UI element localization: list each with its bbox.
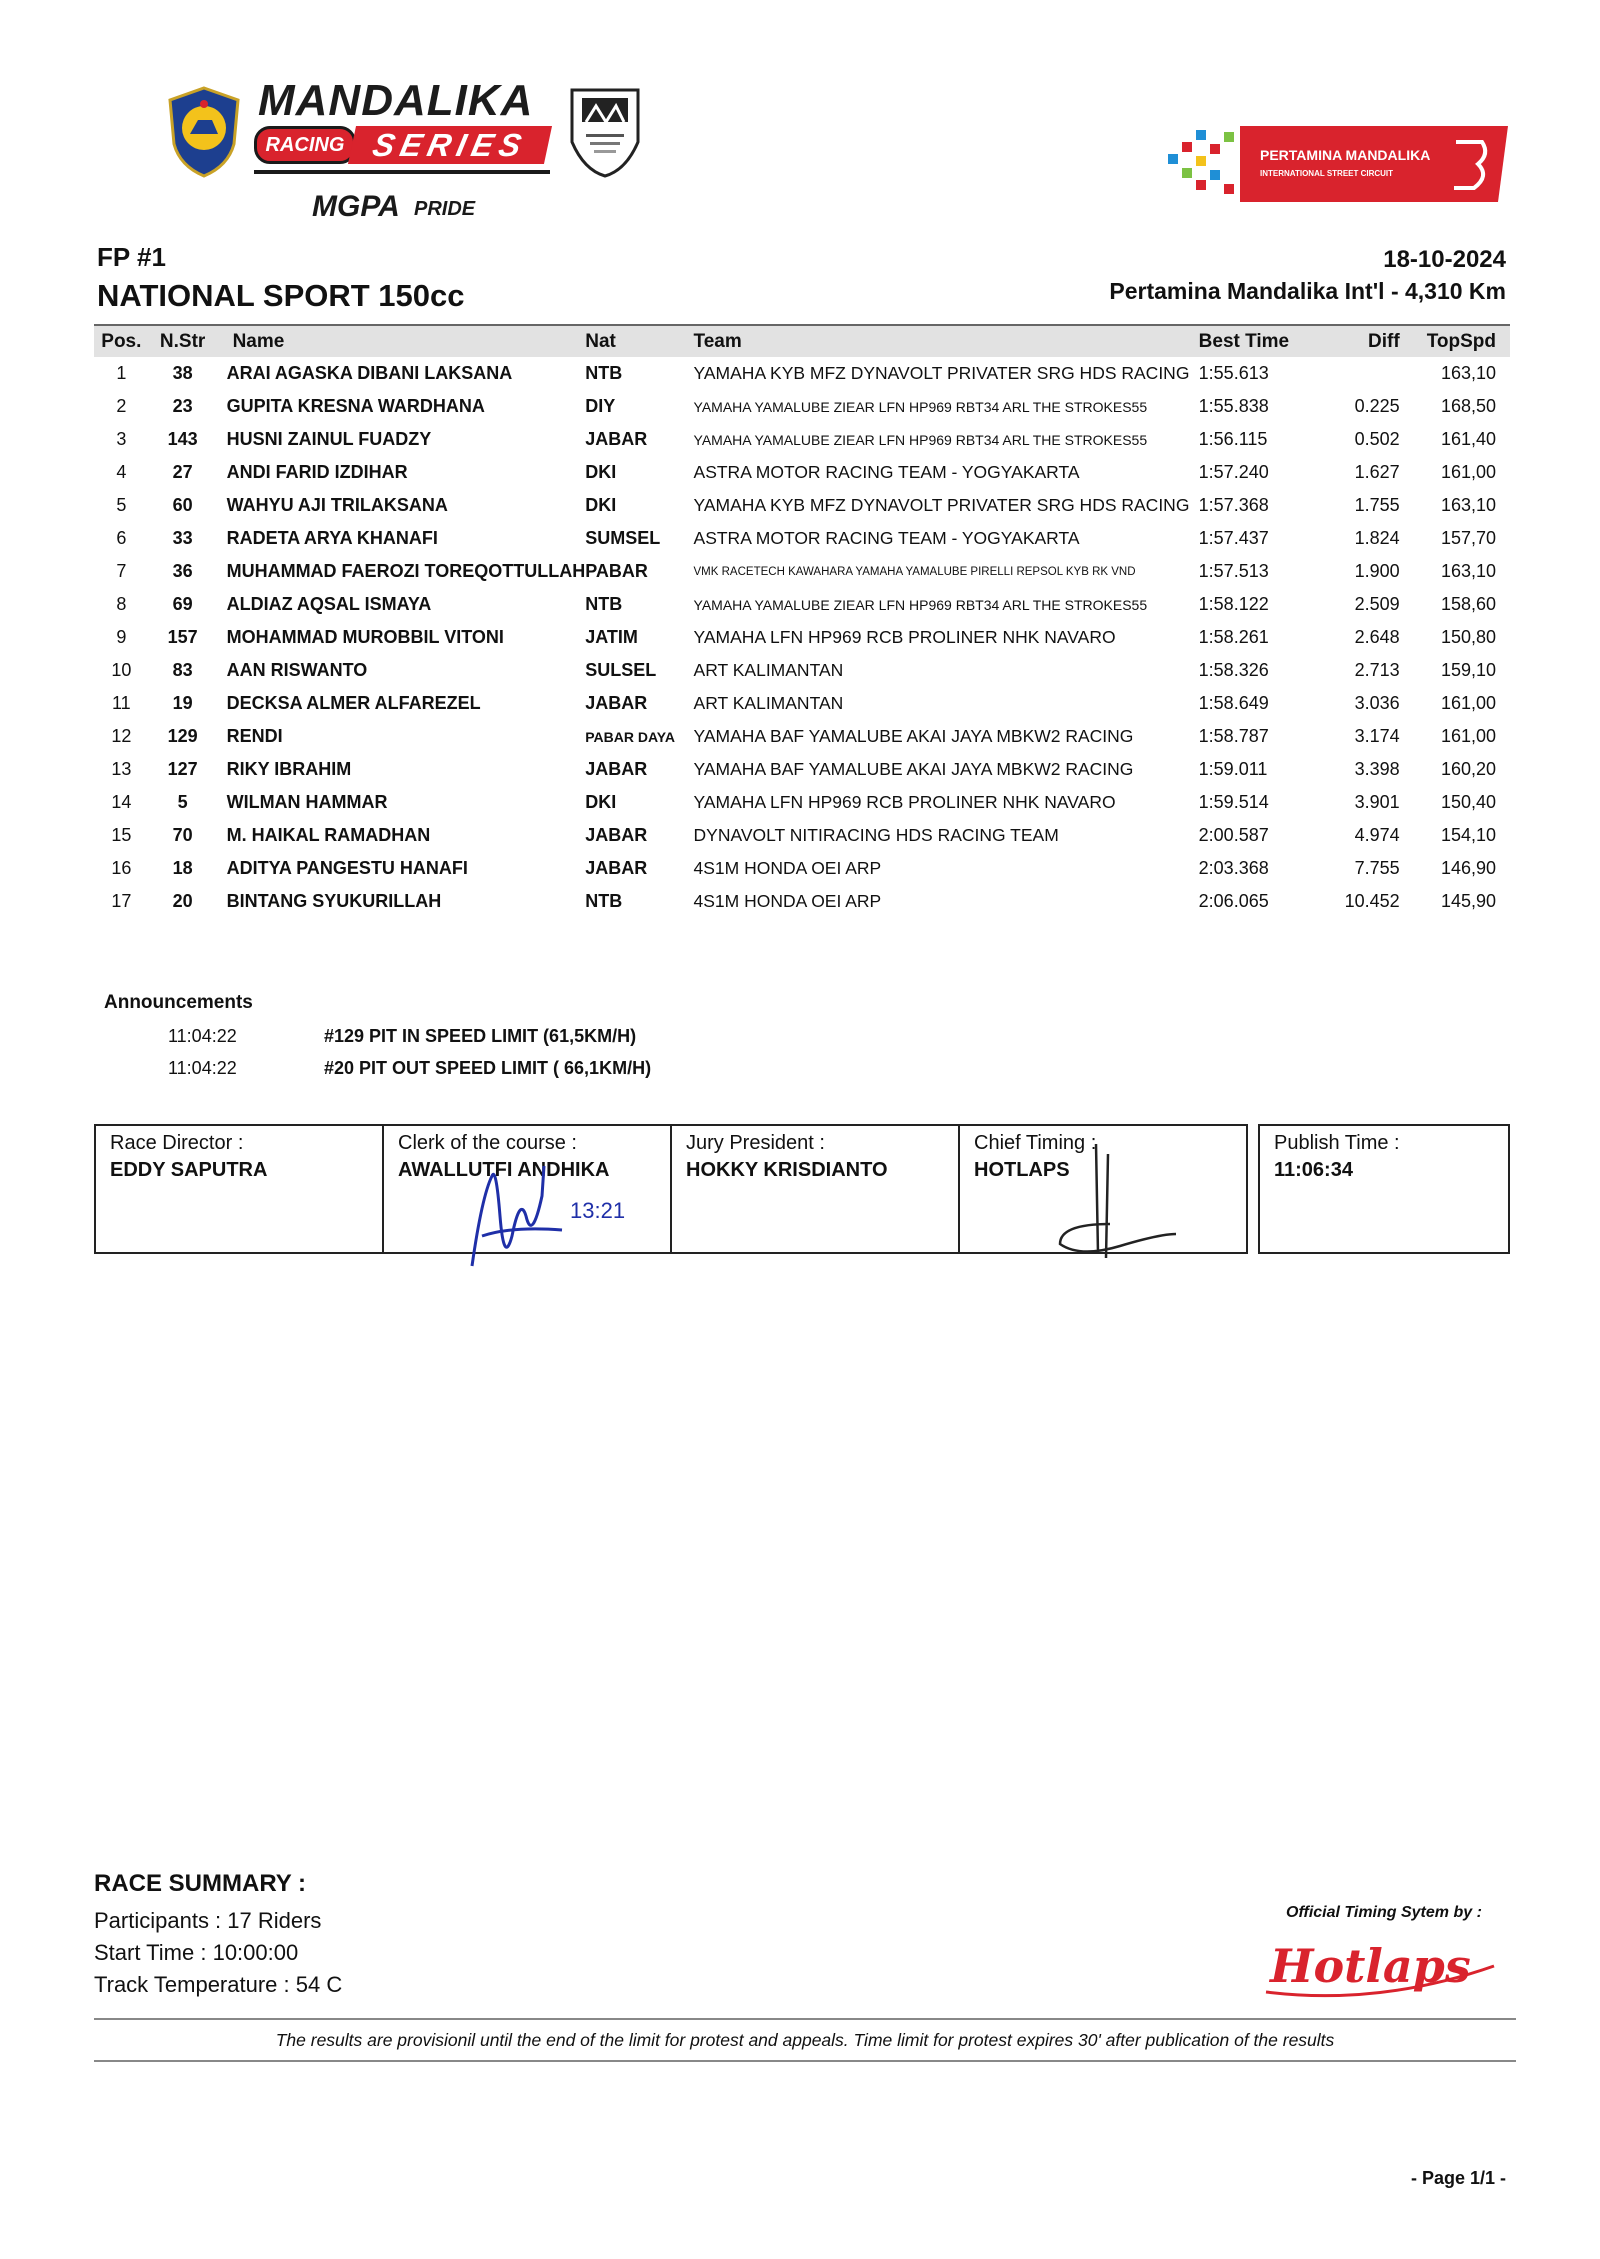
rider-name-cell: BINTANG SYUKURILLAH: [226, 891, 442, 911]
hotlaps-logo-text: Hotlaps: [1270, 1939, 1471, 1993]
race-director-name: EDDY SAPUTRA: [110, 1159, 268, 1181]
jury-box: [670, 1124, 960, 1254]
team-cell: 4S1M HONDA OEI ARP: [693, 858, 882, 878]
start-number-cell: 19: [172, 693, 193, 713]
pos-cell: 16: [111, 858, 132, 878]
chief-timing-signature-icon: [1040, 1134, 1190, 1264]
top-speed-cell: 150,40: [1440, 792, 1496, 812]
top-speed-cell: 161,00: [1440, 693, 1496, 713]
top-speed-cell: 168,50: [1440, 396, 1496, 416]
circuit-name: Pertamina Mandalika Int'l - 4,310 Km: [1109, 278, 1506, 304]
nationality-cell: JABAR: [585, 759, 648, 779]
start-number-cell: 20: [172, 891, 193, 911]
team-cell: ASTRA MOTOR RACING TEAM - YOGYAKARTA: [693, 462, 1080, 482]
col-header-name: Name: [217, 325, 586, 357]
disclaimer-bottom-rule: [94, 2060, 1516, 2062]
team-cell: YAMAHA BAF YAMALUBE AKAI JAYA MBKW2 RACING: [693, 726, 1134, 746]
publish-time-label: Publish Time :: [1274, 1132, 1400, 1154]
start-number-cell: 143: [167, 429, 198, 449]
pos-cell: 11: [111, 693, 131, 713]
pos-cell: 12: [111, 726, 132, 746]
diff-cell: 1.824: [1354, 528, 1400, 548]
mandalika-logo-title: MANDALIKA: [258, 76, 534, 125]
rider-name-cell: GUPITA KRESNA WARDHANA: [226, 396, 485, 416]
top-speed-cell: 163,10: [1440, 495, 1496, 515]
hotlaps-logo: [1260, 1926, 1500, 2006]
nationality-cell: PABAR DAYA: [585, 728, 675, 745]
diff-cell: 4.974: [1354, 825, 1400, 845]
start-number-cell: 18: [172, 858, 193, 878]
diff-cell: 10.452: [1344, 891, 1400, 911]
pos-cell: 15: [111, 825, 132, 845]
nationality-cell: JABAR: [585, 693, 648, 713]
top-speed-cell: 161,00: [1440, 462, 1496, 482]
best-time-cell: 1:59.514: [1198, 792, 1269, 812]
col-header-diff: Diff: [1314, 325, 1407, 357]
start-number-cell: 60: [172, 495, 193, 515]
pos-cell: 3: [116, 429, 127, 449]
top-speed-cell: 159,10: [1440, 660, 1496, 680]
mgpa-logo: MGPA: [312, 190, 400, 223]
nationality-cell: DIY: [585, 396, 616, 416]
participants-count: Participants : 17 Riders: [94, 1908, 322, 1933]
top-speed-cell: 163,10: [1440, 561, 1496, 581]
jury-label: Jury President :: [686, 1132, 825, 1154]
start-number-cell: 129: [167, 726, 198, 746]
announcement-time: 11:04:22: [168, 1026, 237, 1046]
announcement-text: #20 PIT OUT SPEED LIMIT ( 66,1KM/H): [324, 1058, 652, 1078]
diff-cell: 7.755: [1354, 858, 1400, 878]
best-time-cell: 1:58.649: [1198, 693, 1269, 713]
team-cell: YAMAHA YAMALUBE ZIEAR LFN HP969 RBT34 ARL THE STROKES55: [693, 431, 1148, 448]
start-number-cell: 36: [172, 561, 193, 581]
team-cell: DYNAVOLT NITIRACING HDS RACING TEAM: [693, 825, 1059, 845]
table-row: [94, 852, 1510, 885]
rider-name-cell: ADITYA PANGESTU HANAFI: [226, 858, 468, 878]
diff-cell: 3.174: [1354, 726, 1400, 746]
best-time-cell: 1:57.437: [1198, 528, 1269, 548]
rider-name-cell: WAHYU AJI TRILAKSANA: [226, 495, 448, 515]
table-row: [94, 456, 1510, 489]
team-cell: YAMAHA KYB MFZ DYNAVOLT PRIVATER SRG HDS RACING: [693, 363, 1190, 383]
pos-cell: 8: [116, 594, 127, 614]
clerk-label: Clerk of the course :: [398, 1132, 577, 1154]
top-speed-cell: 150,80: [1440, 627, 1496, 647]
top-speed-cell: 146,90: [1440, 858, 1496, 878]
rider-name-cell: AAN RISWANTO: [226, 660, 368, 680]
chief-timing-name: HOTLAPS: [974, 1159, 1070, 1181]
team-cell: YAMAHA BAF YAMALUBE AKAI JAYA MBKW2 RACING: [693, 759, 1134, 779]
pos-cell: 2: [116, 396, 127, 416]
nationality-cell: JATIM: [585, 627, 638, 647]
best-time-cell: 1:58.326: [1198, 660, 1269, 680]
circuit-logo-line2: INTERNATIONAL STREET CIRCUIT: [1260, 169, 1394, 178]
pos-cell: 10: [111, 660, 132, 680]
best-time-cell: 2:00.587: [1198, 825, 1269, 845]
table-row: [94, 357, 1510, 390]
diff-cell: 0.502: [1354, 429, 1400, 449]
event-date: 18-10-2024: [1383, 246, 1506, 273]
start-number-cell: 70: [172, 825, 193, 845]
best-time-cell: 2:03.368: [1198, 858, 1269, 878]
signature-note: 13:21: [570, 1198, 626, 1223]
race-summary-title: RACE SUMMARY :: [94, 1870, 307, 1897]
table-row: [94, 753, 1510, 786]
race-director-label: Race Director :: [110, 1132, 244, 1154]
results-table: [94, 324, 1510, 918]
table-row: [94, 522, 1510, 555]
table-row: [94, 621, 1510, 654]
team-cell: ASTRA MOTOR RACING TEAM - YOGYAKARTA: [693, 528, 1080, 548]
col-header-best-time: Best Time: [1199, 325, 1315, 357]
publish-time-box: [1258, 1124, 1510, 1254]
start-number-cell: 127: [167, 759, 198, 779]
ims-crest-logo-icon: [566, 86, 644, 178]
officials-panel: [94, 1124, 1510, 1258]
nationality-cell: NTB: [585, 363, 623, 383]
pos-cell: 5: [116, 495, 127, 515]
nationality-cell: JABAR: [585, 429, 648, 449]
diff-cell: 1.627: [1354, 462, 1400, 482]
best-time-cell: 1:57.240: [1198, 462, 1269, 482]
table-row: [94, 687, 1510, 720]
rider-name-cell: MUHAMMAD FAEROZI TOREQOTTULLAH: [226, 561, 586, 581]
diff-cell: 0.225: [1354, 396, 1400, 416]
team-cell: YAMAHA KYB MFZ DYNAVOLT PRIVATER SRG HDS RACING: [693, 495, 1190, 515]
diff-cell: 2.648: [1354, 627, 1400, 647]
diff-cell: 1.900: [1354, 561, 1400, 581]
session-title: FP #1: [97, 242, 166, 272]
rider-name-cell: RENDI: [226, 726, 283, 746]
rider-name-cell: DECKSA ALMER ALFAREZEL: [226, 693, 481, 713]
disclaimer-text: The results are provisionil until the end of the limit for protest and appeals. Time limit for protest expires 30' after publication of the results: [275, 2030, 1335, 2050]
start-time: Start Time : 10:00:00: [94, 1940, 299, 1965]
best-time-cell: 1:58.261: [1198, 627, 1269, 647]
clerk-signature-icon: [452, 1156, 652, 1276]
team-cell: ART KALIMANTAN: [693, 660, 844, 680]
start-number-cell: 38: [172, 363, 193, 383]
table-row: [94, 654, 1510, 687]
race-director-box: [94, 1124, 384, 1254]
start-number-cell: 69: [172, 594, 193, 614]
table-row: [94, 819, 1510, 852]
timing-system-label: Official Timing Sytem by :: [1286, 1904, 1482, 1921]
pos-cell: 6: [116, 528, 127, 548]
rider-name-cell: ANDI FARID IZDIHAR: [226, 462, 408, 482]
team-cell: ART KALIMANTAN: [693, 693, 844, 713]
pride-logo: PRIDE: [414, 198, 476, 220]
rider-name-cell: M. HAIKAL RAMADHAN: [226, 825, 431, 845]
best-time-cell: 1:58.787: [1198, 726, 1269, 746]
announcement-text: #129 PIT IN SPEED LIMIT (61,5KM/H): [324, 1026, 637, 1046]
nationality-cell: DKI: [585, 792, 617, 812]
table-row: [94, 786, 1510, 819]
top-speed-cell: 163,10: [1440, 363, 1496, 383]
disclaimer-top-rule: [94, 2018, 1516, 2020]
team-cell: YAMAHA YAMALUBE ZIEAR LFN HP969 RBT34 ARL THE STROKES55: [693, 398, 1148, 415]
rider-name-cell: ARAI AGASKA DIBANI LAKSANA: [226, 363, 513, 383]
rider-name-cell: ALDIAZ AQSAL ISMAYA: [226, 594, 432, 614]
nationality-cell: SULSEL: [585, 660, 657, 680]
rider-name-cell: HUSNI ZAINUL FUADZY: [226, 429, 432, 449]
col-header-team: Team: [694, 325, 1199, 357]
racing-logo-pill: RACING: [254, 126, 356, 164]
start-number-cell: 83: [172, 660, 193, 680]
page-number: - Page 1/1 -: [1410, 2168, 1506, 2188]
series-logo-bar: SERIES: [348, 126, 552, 164]
announcements-title: Announcements: [104, 992, 253, 1013]
nationality-cell: JABAR: [585, 858, 648, 878]
team-cell: 4S1M HONDA OEI ARP: [693, 891, 882, 911]
nationality-cell: JABAR: [585, 825, 648, 845]
diff-cell: 3.036: [1354, 693, 1400, 713]
imi-shield-logo-icon: [168, 86, 240, 178]
table-row: [94, 588, 1510, 621]
team-cell: YAMAHA YAMALUBE ZIEAR LFN HP969 RBT34 ARL THE STROKES55: [693, 596, 1148, 613]
announcement-time: 11:04:22: [168, 1058, 237, 1078]
pos-cell: 1: [116, 363, 127, 383]
table-header-row: [94, 325, 1510, 357]
best-time-cell: 1:57.513: [1198, 561, 1269, 581]
table-row: [94, 720, 1510, 753]
top-speed-cell: 161,40: [1440, 429, 1496, 449]
best-time-cell: 1:56.115: [1198, 429, 1268, 449]
pertamina-mandalika-circuit-logo: [1168, 124, 1508, 204]
track-temperature: Track Temperature : 54 C: [94, 1972, 343, 1997]
rider-name-cell: MOHAMMAD MUROBBIL VITONI: [226, 627, 504, 647]
diff-cell: 3.398: [1354, 759, 1400, 779]
nationality-cell: NTB: [585, 594, 623, 614]
diff-cell: [1314, 357, 1407, 390]
best-time-cell: 2:06.065: [1198, 891, 1269, 911]
diff-cell: 1.755: [1354, 495, 1400, 515]
col-header-nat: Nat: [585, 325, 693, 357]
rider-name-cell: RIKY IBRAHIM: [226, 759, 352, 779]
chief-timing-label: Chief Timing :: [974, 1132, 1097, 1154]
logo-underline: [254, 170, 550, 174]
results-body: [94, 357, 1510, 918]
circuit-logo-line1: PERTAMINA MANDALIKA: [1260, 147, 1431, 163]
table-row: [94, 390, 1510, 423]
start-number-cell: 27: [172, 462, 193, 482]
best-time-cell: 1:57.368: [1198, 495, 1269, 515]
pos-cell: 4: [116, 462, 127, 482]
top-speed-cell: 158,60: [1440, 594, 1496, 614]
nationality-cell: DKI: [585, 462, 617, 482]
start-number-cell: 23: [172, 396, 193, 416]
class-title: NATIONAL SPORT 150cc: [97, 278, 465, 313]
table-row: [94, 555, 1510, 588]
pos-cell: 17: [111, 891, 132, 911]
pos-cell: 14: [111, 792, 132, 812]
team-cell: VMK RACETECH KAWAHARA YAMAHA YAMALUBE PIRELLI REPSOL KYB RK VND: [693, 565, 1136, 578]
nationality-cell: SUMSEL: [585, 528, 661, 548]
start-number-cell: 157: [167, 627, 198, 647]
table-row: [94, 423, 1510, 456]
nationality-cell: DKI: [585, 495, 617, 515]
col-header-topspd: TopSpd: [1408, 325, 1510, 357]
best-time-cell: 1:58.122: [1198, 594, 1269, 614]
rider-name-cell: WILMAN HAMMAR: [226, 792, 388, 812]
start-number-cell: 5: [177, 792, 188, 812]
diff-cell: 2.713: [1354, 660, 1400, 680]
nationality-cell: NTB: [585, 891, 623, 911]
publish-time-value: 11:06:34: [1274, 1159, 1353, 1181]
top-speed-cell: 161,00: [1440, 726, 1496, 746]
clerk-name: AWALLUTFI ANDHIKA: [398, 1159, 610, 1181]
top-speed-cell: 154,10: [1440, 825, 1496, 845]
best-time-cell: 1:55.838: [1198, 396, 1269, 416]
best-time-cell: 1:59.011: [1198, 759, 1268, 779]
top-speed-cell: 157,70: [1440, 528, 1496, 548]
pos-cell: 7: [116, 561, 127, 581]
team-cell: YAMAHA LFN HP969 RCB PROLINER NHK NAVARO: [693, 627, 1116, 647]
top-speed-cell: 145,90: [1440, 891, 1496, 911]
diff-cell: 3.901: [1354, 792, 1400, 812]
team-cell: YAMAHA LFN HP969 RCB PROLINER NHK NAVARO: [693, 792, 1116, 812]
start-number-cell: 33: [172, 528, 193, 548]
diff-cell: 2.509: [1354, 594, 1400, 614]
pos-cell: 13: [111, 759, 132, 779]
table-row: [94, 489, 1510, 522]
col-header-pos: Pos.: [94, 325, 149, 357]
best-time-cell: 1:55.613: [1198, 363, 1269, 383]
nationality-cell: PABAR: [585, 561, 648, 581]
top-speed-cell: 160,20: [1440, 759, 1496, 779]
rider-name-cell: RADETA ARYA KHANAFI: [226, 528, 438, 548]
pos-cell: 9: [116, 627, 127, 647]
col-header-nstr: N.Str: [149, 325, 217, 357]
table-row: [94, 885, 1510, 918]
jury-name: HOKKY KRISDIANTO: [686, 1159, 888, 1181]
